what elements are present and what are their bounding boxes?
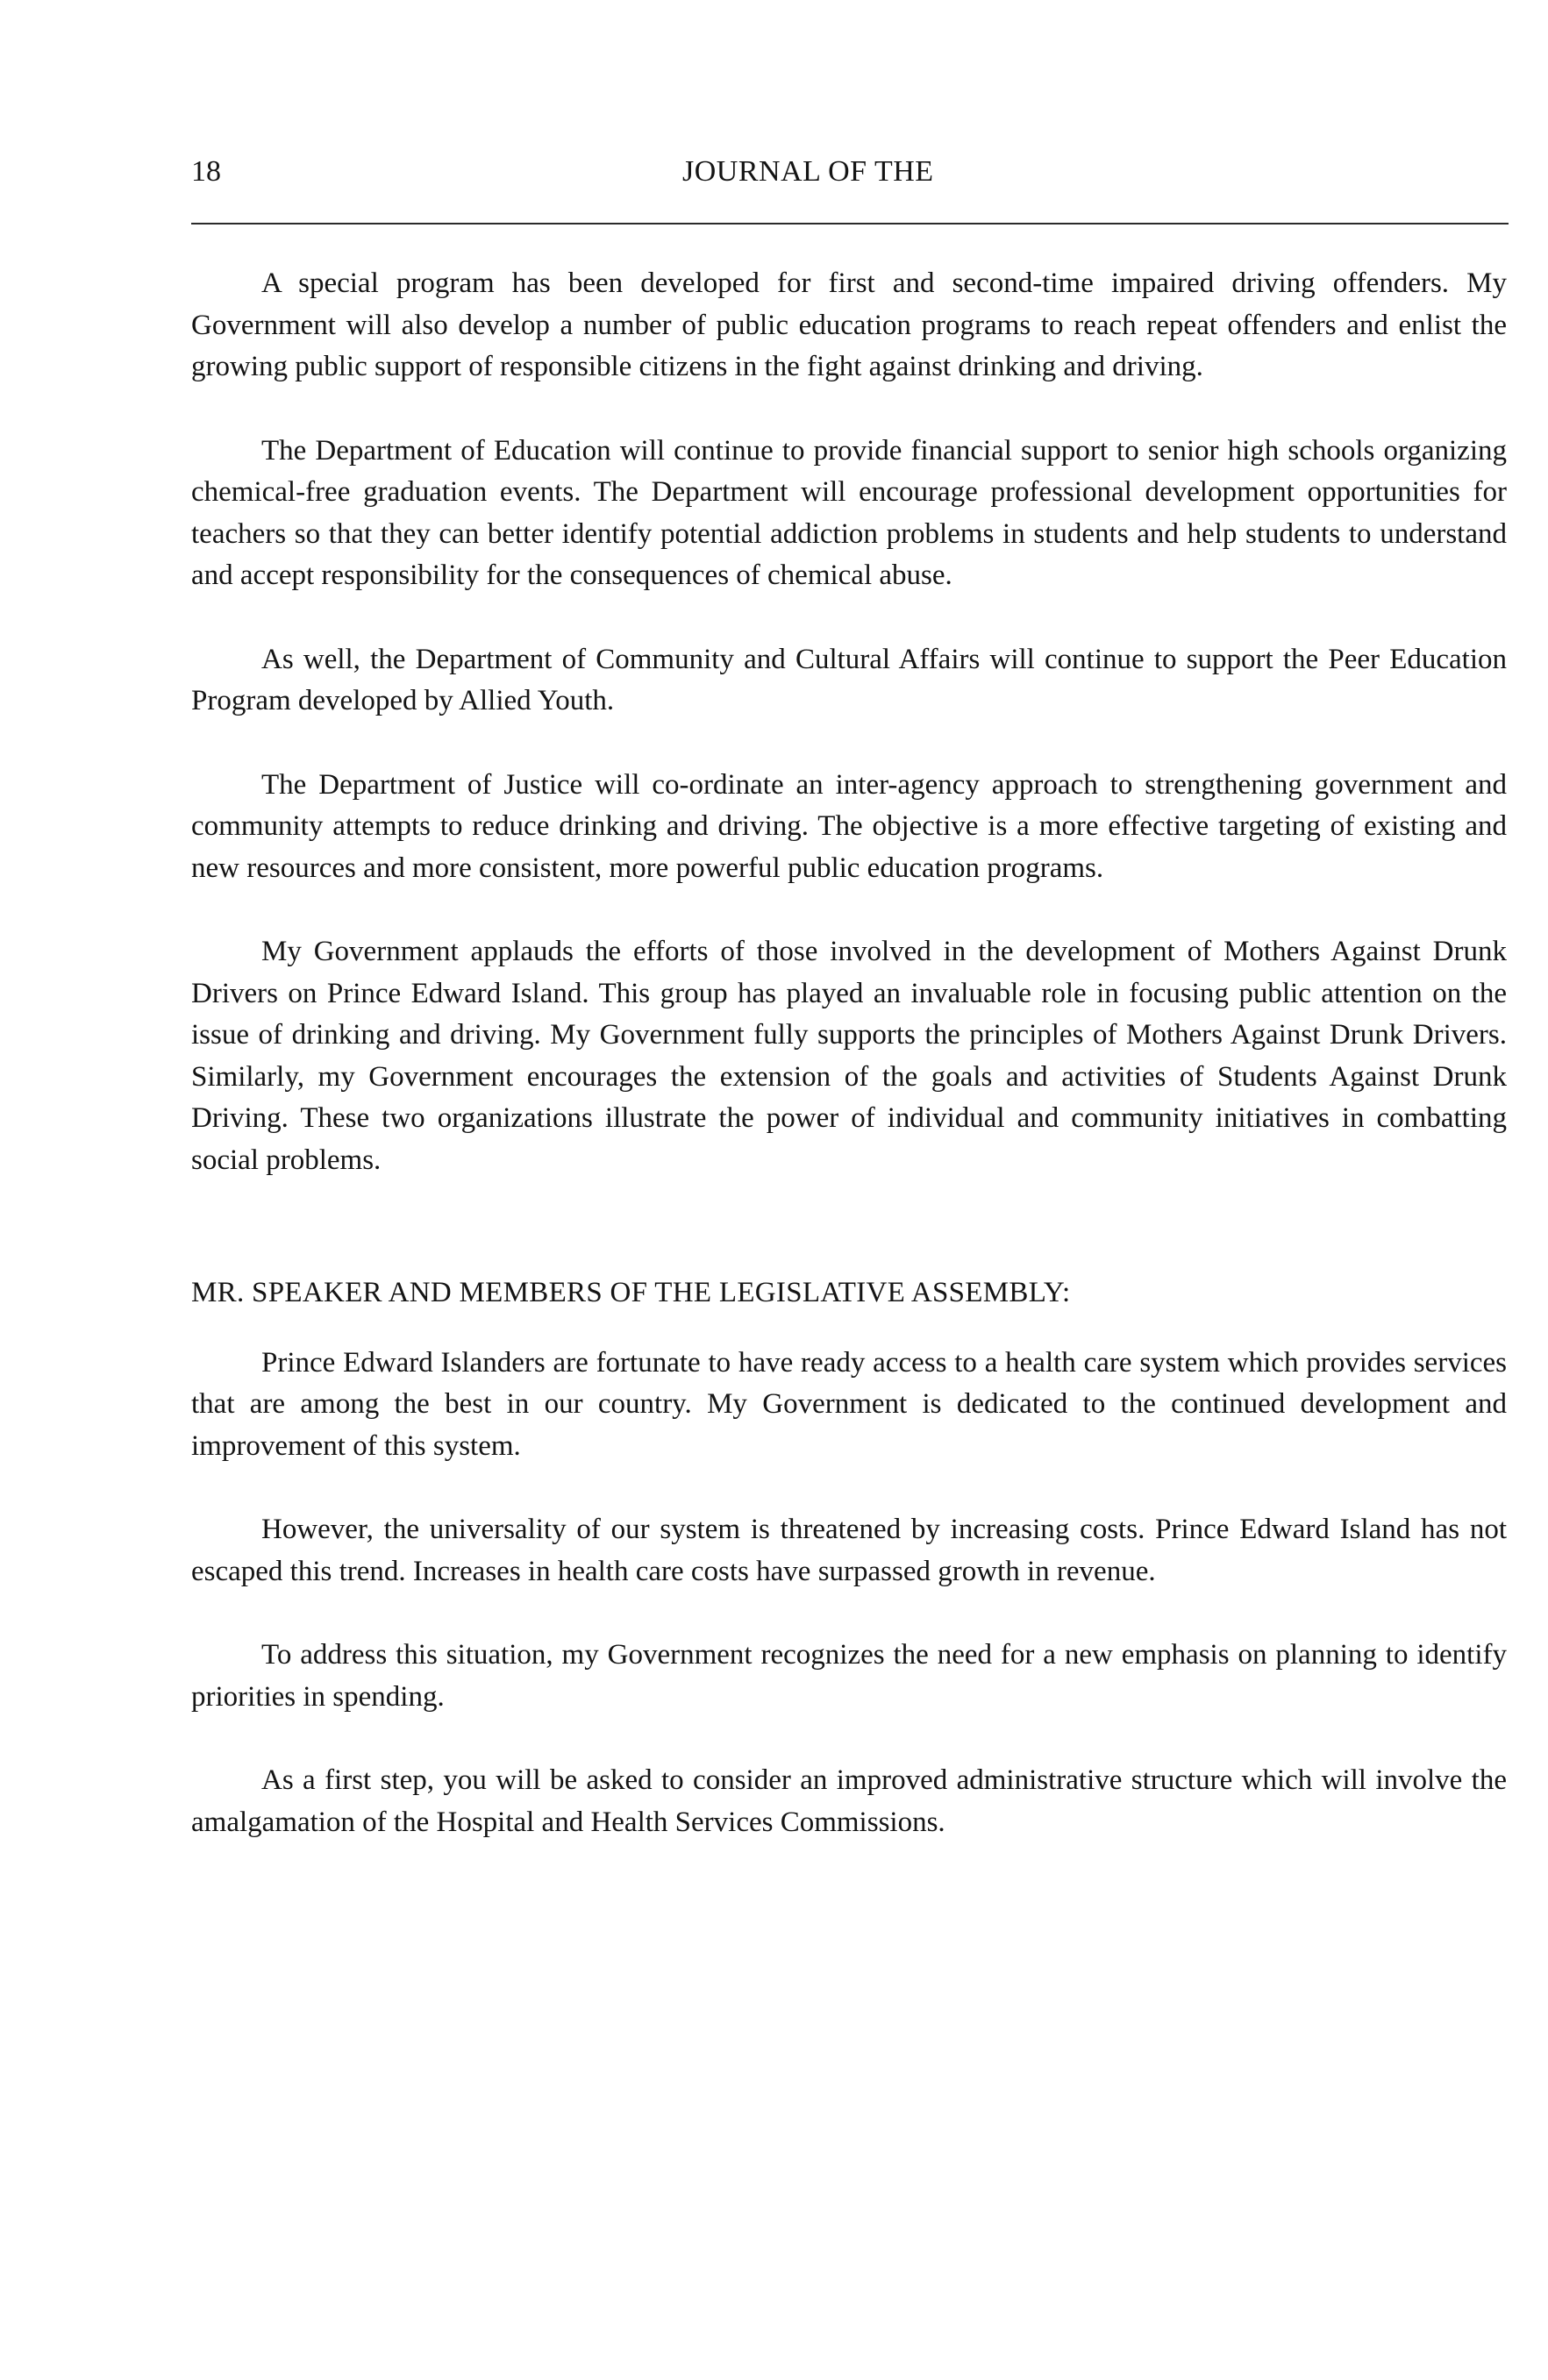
page-body [191, 263, 1507, 1843]
paragraph-impaired-driving-program: A special program has been developed for first and second-time impaired driving offenders. My Government will also develop a number of public education programs to reach repeat offenders and enlist the growing public support of responsible citizens in the fight against drinking and driving. [191, 267, 1507, 382]
running-head: JOURNAL OF THE [682, 155, 934, 188]
header-rule [191, 223, 1509, 224]
paragraph-health-care-access: Prince Edward Islanders are fortunate to have ready access to a health care system which provides services that are among the best in our country. My Government is dedicated to the continued development and improvement of this system. [191, 1346, 1507, 1462]
paragraph-administrative-structure: As a first step, you will be asked to consider an improved administrative structure which will involve the amalgamation of the Hospital and Health Services Commissions. [191, 1764, 1507, 1838]
paragraph-mothers-against-drunk-drivers: My Government applauds the efforts of those involved in the development of Mothers Against Drunk Drivers on Prince Edward Island. This group has played an invaluable role in focusing public attention on the issue of drinking and driving. My Government fully supports the principles of Mothers Against Drunk Drivers. Similarly, my Government encourages the extension of the goals and activities of Students Against Drunk Driving. These two organizations illustrate the power of individual and community initiatives in combatting social problems. [191, 936, 1507, 1176]
page-number: 18 [191, 155, 221, 188]
paragraph-planning-priorities: To address this situation, my Government recognizes the need for a new emphasis on planning to identify priorities in spending. [191, 1639, 1507, 1713]
paragraph-universality-costs: However, the universality of our system is threatened by increasing costs. Prince Edward Island has not escaped this trend. Increases in health care costs have surpassed growth in revenue. [191, 1514, 1507, 1587]
paragraph-department-of-education: The Department of Education will continue to provide financial support to senior high schools organizing chemical-free graduation events. The Department will encourage professional development opportunities for teachers so that they can better identify potential addiction problems in students and help students to understand and accept responsibility for the consequences of chemical abuse. [191, 434, 1507, 591]
page-header [191, 151, 1509, 193]
paragraph-department-of-justice: The Department of Justice will co-ordinate an inter-agency approach to strengthening government and community attempts to reduce drinking and driving. The objective is a more effective targeting of existing and new resources and more consistent, more powerful public education programs. [191, 768, 1507, 884]
section-heading: MR. SPEAKER AND MEMBERS OF THE LEGISLATIVE ASSEMBLY: [191, 1277, 1071, 1308]
paragraph-community-cultural-affairs: As well, the Department of Community and Cultural Affairs will continue to support the Peer Education Program developed by Allied Youth. [191, 643, 1507, 716]
